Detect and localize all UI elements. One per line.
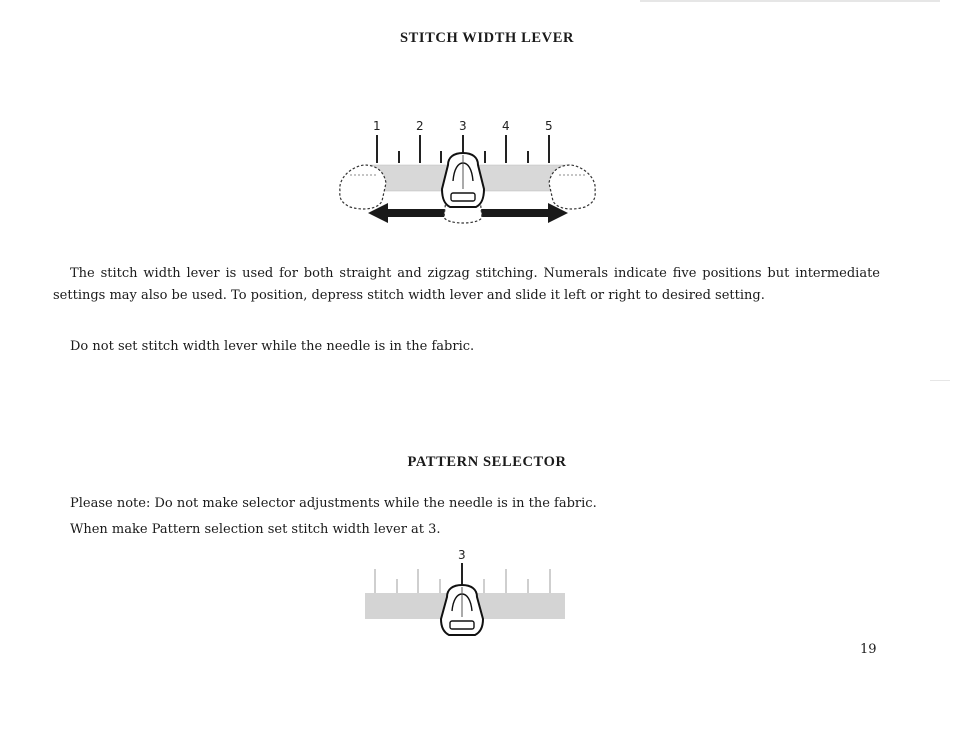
section-title-pattern-selector: PATTERN SELECTOR <box>407 454 567 470</box>
lever-ghost-left <box>340 165 386 209</box>
scan-edge-top <box>640 0 940 2</box>
page-number: 19 <box>860 642 877 657</box>
paragraph-stitch-width-description: The stitch width lever is used for both straight and zigzag stitching. Numerals indicate five positions but intermediate settings may also be used. To position, depress stitch width lever and slide it left or right to desired setting. <box>53 266 880 303</box>
position-label-1: 1 <box>373 119 381 133</box>
paragraph-pattern-note: Please note: Do not make selector adjustments while the needle is in the fabric. <box>70 496 597 511</box>
position-label-2: 2 <box>416 119 424 133</box>
paragraph-pattern-instruction: When make Pattern selection set stitch width lever at 3. <box>70 522 441 537</box>
position-label-3: 3 <box>459 119 467 133</box>
stitch-width-lever-diagram <box>330 113 605 231</box>
position-label-3: 3 <box>458 548 466 562</box>
pattern-selector-lever-diagram <box>360 545 575 640</box>
scan-edge-right <box>930 380 950 381</box>
position-label-4: 4 <box>502 119 510 133</box>
paragraph-stitch-width-warning: Do not set stitch width lever while the needle is in the fabric. <box>70 339 475 354</box>
lever-ghost-right <box>549 165 595 209</box>
section-title-stitch-width-lever: STITCH WIDTH LEVER <box>399 30 575 46</box>
position-label-5: 5 <box>545 119 553 133</box>
